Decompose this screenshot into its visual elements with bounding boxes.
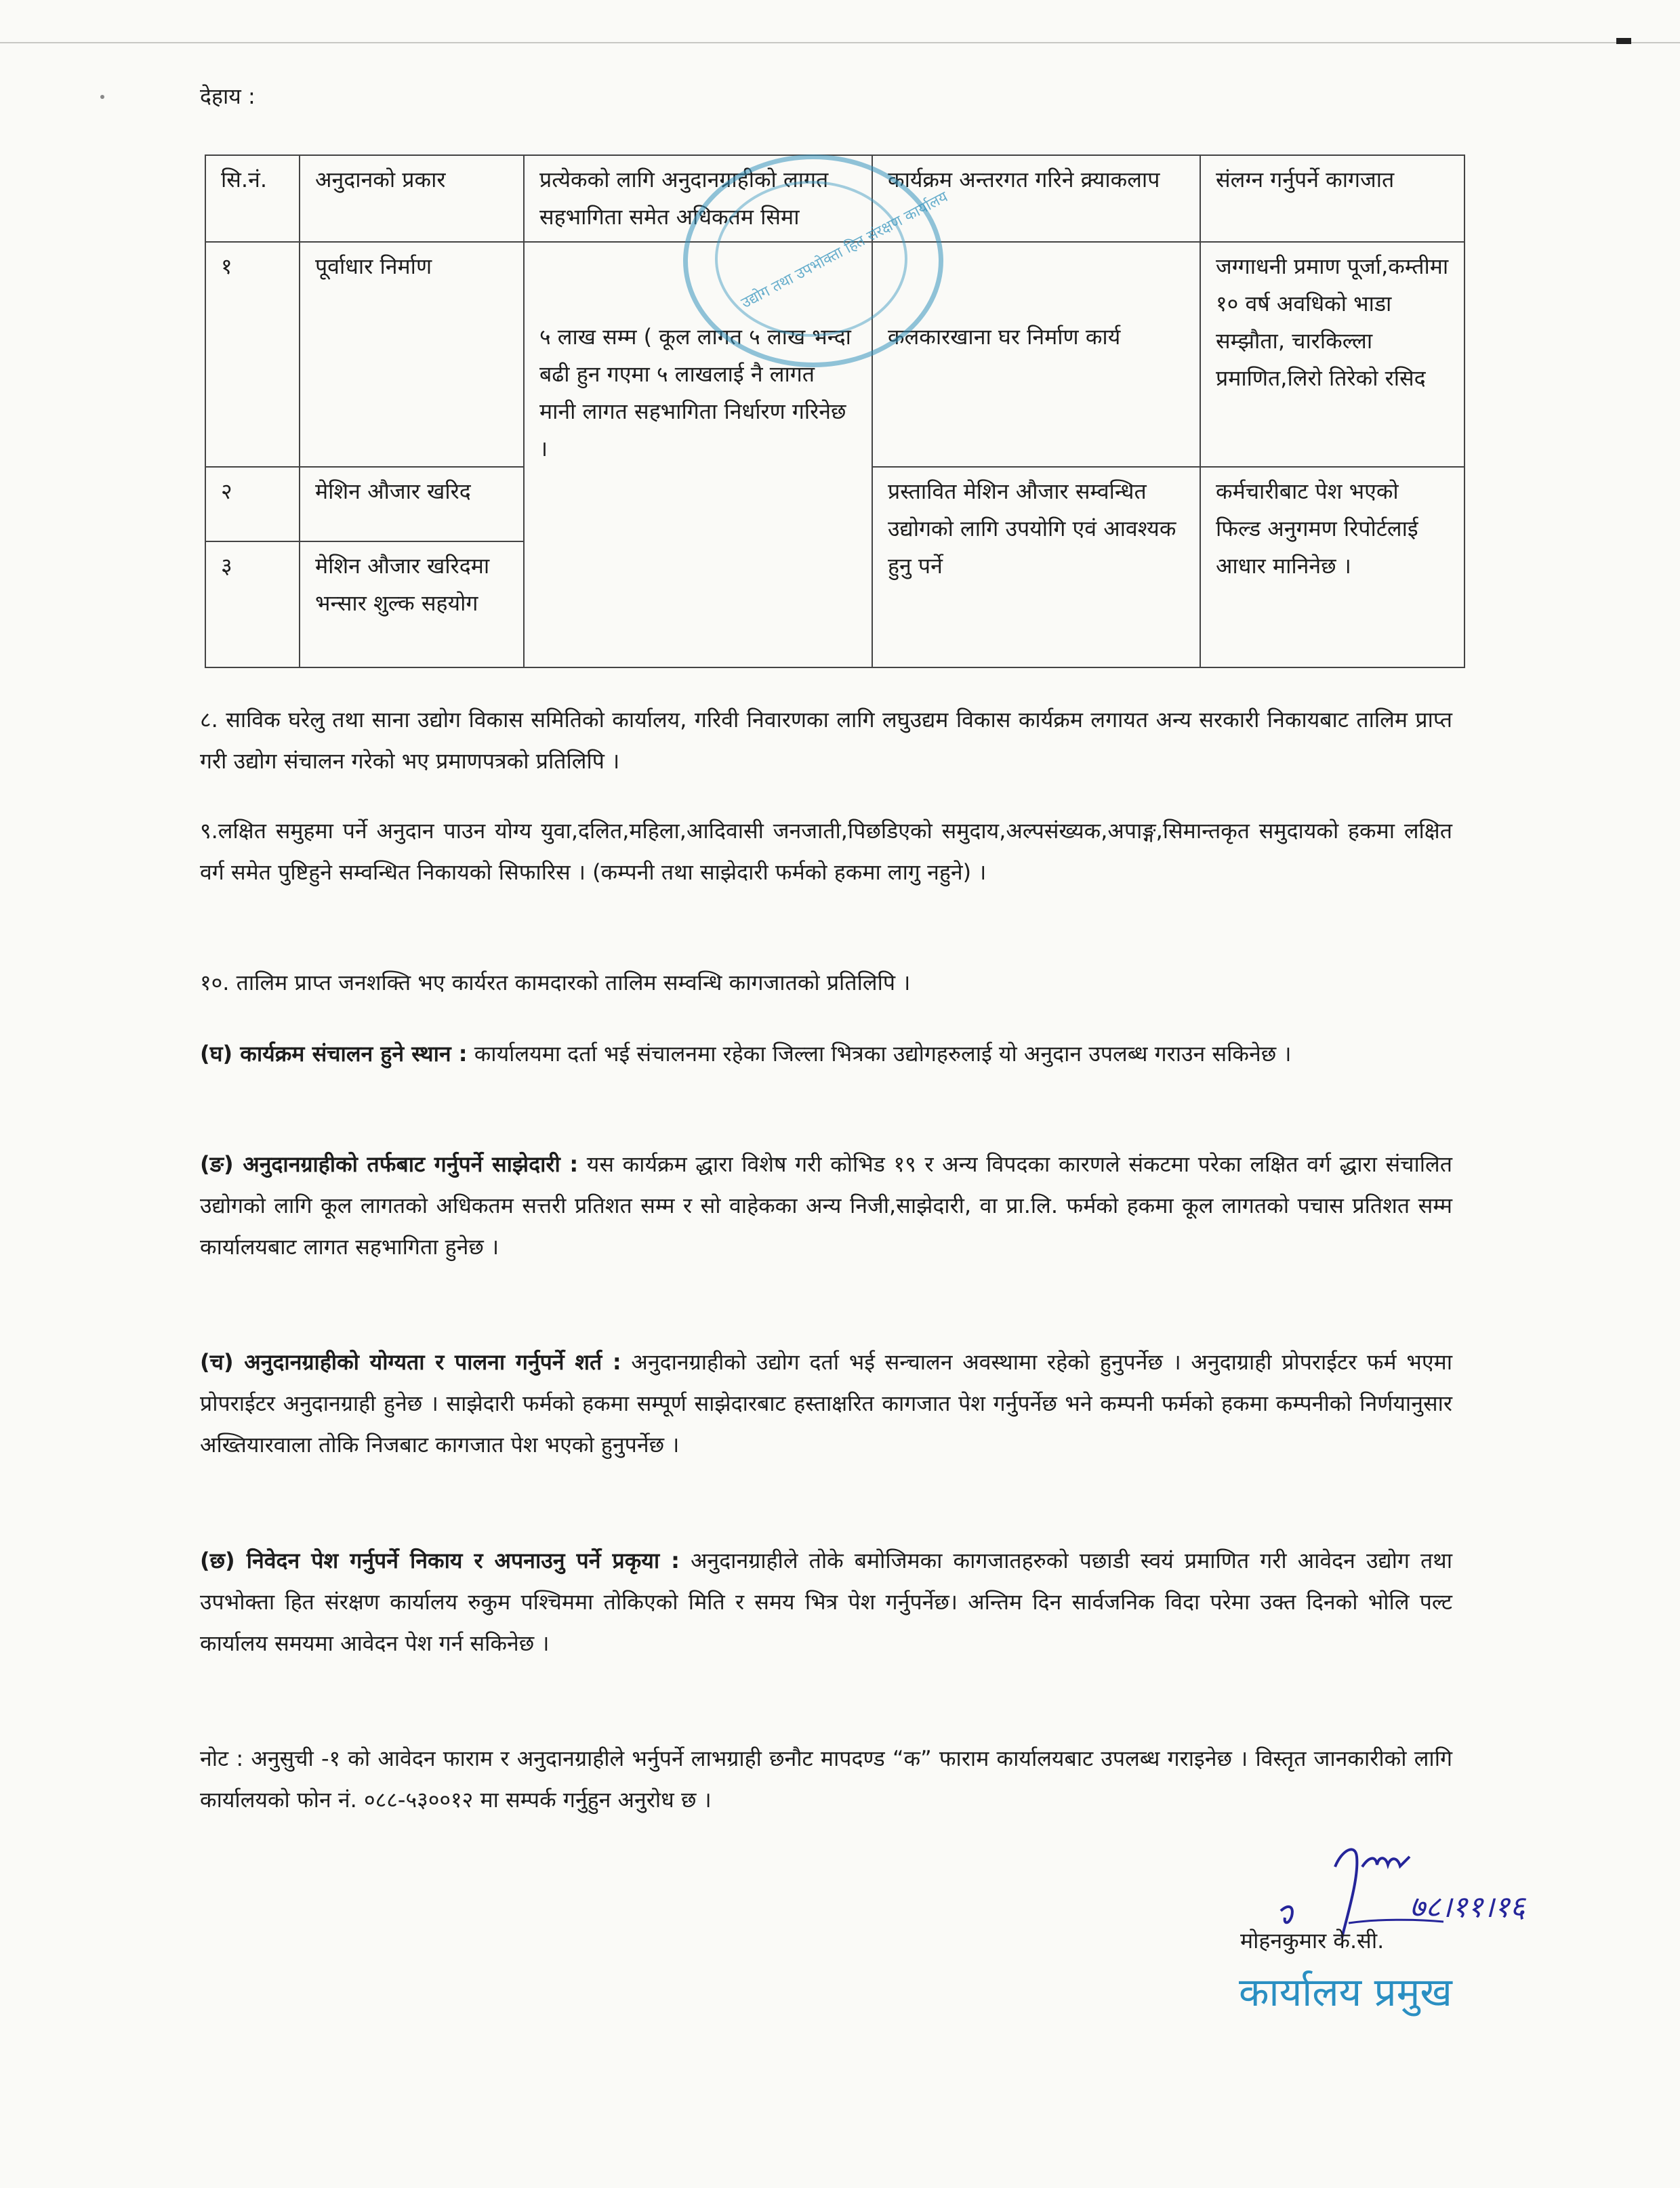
section-label: देहाय :: [200, 83, 255, 109]
office-seal: [683, 154, 951, 367]
top-scan-line: [0, 42, 1680, 43]
section-gha-title: (घ) कार्यक्रम संचालन हुने स्थान :: [200, 1041, 468, 1067]
section-nga-title: (ङ) अनुदानग्राहीको तर्फबाट गर्नुपर्ने साझेदारी :: [200, 1151, 579, 1177]
section-cha-title: (च) अनुदानग्राहीको योग्यता र पालना गर्नुपर्ने शर्त :: [200, 1349, 621, 1375]
documents-cell-1: जग्गाधनी प्रमाण पूर्जा,कम्तीमा १० वर्ष अवधिको भाडा सम्झौता, चारकिल्ला प्रमाणित,लिरो तिरेको रसिद: [1200, 242, 1464, 467]
note-paragraph: नोट : अनुसुची -१ को आवेदन फाराम र अनुदानग्राहीले भर्नुपर्ने लाभग्राही छनौट मापदण्ड “क” फाराम कार्यालयबाट उपलब्ध गराइनेछ । विस्तृत जानकारीको लागि कार्यालयको फोन नं. ०८८-५३००१२ मा सम्पर्क गर्नुहुन अनुरोध छ ।: [200, 1746, 1452, 1813]
row-serial: १: [205, 242, 300, 467]
signature-date: ७८।११।१६: [1410, 1890, 1525, 1924]
header-cost-limit: प्रत्येकको लागि अनुदानग्राहीको लागत सहभागिता समेत अधिकतम सिमा: [524, 155, 872, 242]
header-grant-type: अनुदानको प्रकार: [300, 155, 524, 242]
corner-mark: [1616, 38, 1631, 44]
section-chha: [200, 1540, 1452, 1664]
row-serial: २: [205, 467, 300, 541]
header-documents: संलग्न गर्नुपर्ने कागजात: [1200, 155, 1464, 242]
section-chha-title: (छ) निवेदन पेश गर्नुपर्ने निकाय र अपनाउनु पर्ने प्रकृया :: [200, 1548, 680, 1573]
row-grant-type: मेशिन औजार खरिद: [300, 467, 524, 541]
item-10: १०. तालिम प्राप्त जनशक्ति भए कार्यरत कामदारको तालिम सम्वन्धि कागजातको प्रतिलिपि ।: [200, 970, 911, 995]
signatory-title: कार्यालय प्रमुख: [1239, 1969, 1452, 2015]
header-serial: सि.नं.: [205, 155, 300, 242]
seal-text: उद्योग तथा उपभोक्ता हित संरक्षण कार्यालय: [738, 188, 951, 312]
signatory-name: मोहनकुमार के.सी.: [1240, 1928, 1385, 1954]
section-gha-body: कार्यालयमा दर्ता भई संचालनमा रहेका जिल्ला भित्रका उद्योगहरुलाई यो अनुदान उपलब्ध गराउन सकिनेछ ।: [467, 1041, 1292, 1067]
cost-limit-text: ५ लाख सम्म ( कूल लागत ५ लाख भन्दा बढी हुन गएमा ५ लाखलाई नै लागत मानी लागत सहभागिता निर्धारण गरिनेछ ।: [539, 324, 851, 461]
item-9: ९.लक्षित समुहमा पर्ने अनुदान पाउन योग्य युवा,दलित,महिला,आदिवासी जनजाती,पिछडिएको समुदाय,अल्पसंख्यक,अपाङ्ग,सिमान्तकृत समुदायको हकमा लक्षित वर्ग समेत पुष्टिहुने सम्वन्धित निकायको सिफारिस । (कम्पनी तथा साझेदारी फर्मको हकमा लागु नहुने) ।: [200, 818, 1452, 885]
header-activity: कार्यक्रम अन्तरगत गरिने क्र्याकलाप: [872, 155, 1200, 242]
section-nga-body: यस कार्यक्रम द्धारा विशेष गरी कोभिड १९ र अन्य विपदका कारणले संकटमा परेका लक्षित वर्ग द्धारा संचालित उद्योगको लागि कूल लागतको अधिकतम सत्तरी प्रतिशत सम्म र सो वाहेकका अन्य निजी,साझेदारी, वा प्रा.लि. फर्मको हकमा कूल लागतको पचास प्रतिशत सम्म कार्यालयबाट लागत सहभागिता हुनेछ ।: [200, 1151, 1452, 1260]
section-gha: [200, 1033, 1452, 1075]
section-chha-body: अनुदानग्राहीले तोके बमोजिमका कागजातहरुको पछाडी स्वयं प्रमाणित गरी आवेदन उद्योग तथा उपभोक्ता हित संरक्षण कार्यालय रुकुम पश्चिममा तोकिएको मिति र समय भित्र पेश गर्नुपर्नेछ। अन्तिम दिन सार्वजनिक विदा परेमा उक्त दिनको भोलि पल्ट कार्यालय समयमा आवेदन पेश गर्न सकिनेछ ।: [200, 1548, 1452, 1656]
activity-text-1: कलकारखाना घर निर्माण कार्य: [888, 324, 1121, 350]
documents-cell-2: कर्मचारीबाट पेश भएको फिल्ड अनुगमण रिपोर्टलाई आधार मानिनेछ ।: [1200, 467, 1464, 667]
activity-cell-2: प्रस्तावित मेशिन औजार सम्वन्धित उद्योगको लागि उपयोगि एवं आवश्यक हुनु पर्ने: [872, 467, 1200, 667]
scan-dot: [100, 95, 104, 99]
section-cha-body: अनुदानग्राहीको उद्योग दर्ता भई सन्चालन अवस्थामा रहेको हुनुपर्नेछ । अनुदाग्राही प्रोपराईटर फर्म भएमा प्रोपराईटर अनुदानग्राही हुनेछ । साझेदारी फर्मको हकमा सम्पूर्ण साझेदारबाट हस्ताक्षरित कागजात पेश गर्नुपर्नेछ भने कम्पनी फर्मको हकमा कम्पनीको निर्णयानुसार अख्तियारवाला तोकि निजबाट कागजात पेश भएको हुनुपर्नेछ ।: [200, 1349, 1452, 1458]
section-nga: [200, 1144, 1452, 1268]
row-serial: ३: [205, 541, 300, 667]
section-cha: [200, 1342, 1452, 1466]
row-grant-type: पूर्वाधार निर्माण: [300, 242, 524, 467]
item-8: ८. साविक घरेलु तथा साना उद्योग विकास समितिको कार्यालय, गरिवी निवारणका लागि लघुउद्यम विकास कार्यक्रम लगायत अन्य सरकारी निकायबाट तालिम प्राप्त गरी उद्योग संचालन गरेको भए प्रमाणपत्रको प्रतिलिपि ।: [200, 707, 1452, 774]
row-grant-type: मेशिन औजार खरिदमा भन्सार शुल्क सहयोग: [300, 541, 524, 667]
